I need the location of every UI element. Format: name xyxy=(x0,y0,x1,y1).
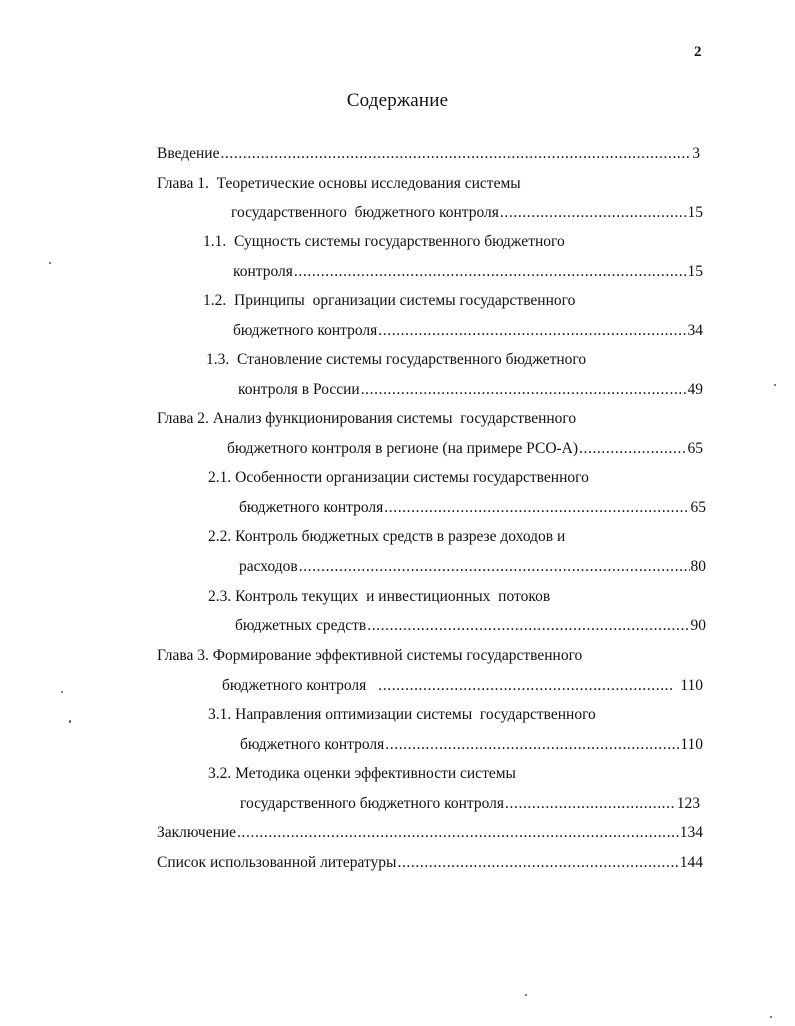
toc-page-number: 65 xyxy=(690,499,706,516)
toc-entry-text: 2.2. Контроль бюджетных средств в разрезе доходов и xyxy=(208,528,566,545)
toc-page-number: 90 xyxy=(690,617,706,634)
toc-leader-dots xyxy=(378,321,686,341)
toc-leader-dots xyxy=(384,498,689,518)
toc-entry-text: бюджетного контроля xyxy=(233,322,378,339)
toc-chapter-3-continuation xyxy=(222,676,703,696)
toc-entry-text: 1.2. Принципы организации системы государственного xyxy=(203,292,576,309)
scan-speck xyxy=(525,994,527,996)
toc-leader-dots xyxy=(397,853,678,873)
toc-entry-text: 2.1. Особенности организации системы государственного xyxy=(208,469,589,486)
toc-entry-text: Глава 1. Теоретические основы исследования системы xyxy=(157,175,521,192)
scan-speck xyxy=(774,384,776,386)
scan-speck xyxy=(770,1016,772,1018)
toc-section-2-2-title xyxy=(208,527,565,547)
toc-entry-text: бюджетного контроля в регионе (на примере РСО-А) xyxy=(227,440,579,457)
toc-entry-text: контроля в России xyxy=(238,381,360,398)
toc-section-1-1-title xyxy=(203,232,565,252)
toc-entry-text: бюджетных средств xyxy=(235,617,367,634)
toc-entry-conclusion xyxy=(157,823,703,843)
page-title: Содержание xyxy=(346,90,449,111)
toc-entry-text: Список использованной литературы xyxy=(157,854,397,871)
toc-section-2-1-title xyxy=(208,468,589,488)
toc-chapter-2-title xyxy=(157,409,576,429)
toc-entry-text: Введение xyxy=(157,145,220,162)
toc-page-number: 3 xyxy=(692,145,700,162)
scan-speck xyxy=(69,720,71,723)
toc-entry-text: государственного бюджетного контроля xyxy=(231,204,499,221)
toc-leader-dots xyxy=(237,823,679,843)
toc-leader-dots xyxy=(367,616,689,636)
toc-entry-text: Заключение xyxy=(157,824,237,841)
toc-entry-text: 3.1. Направления оптимизации системы государственного xyxy=(208,706,596,723)
toc-section-3-2-continuation xyxy=(240,794,700,814)
toc-page-number: 134 xyxy=(679,824,703,841)
toc-section-2-3-title xyxy=(208,587,550,607)
toc-page-number: 110 xyxy=(680,677,703,694)
toc-section-1-3-continuation xyxy=(238,380,703,400)
page-number: 2 xyxy=(694,44,702,60)
toc-section-1-3-title xyxy=(206,350,586,370)
toc-leader-dots xyxy=(220,144,691,164)
toc-page-number: 110 xyxy=(680,736,703,753)
toc-entry-text: бюджетного контроля xyxy=(239,499,384,516)
toc-leader-dots xyxy=(385,735,679,755)
toc-chapter-2-continuation xyxy=(227,439,703,459)
toc-entry-text: Глава 3. Формирование эффективной системы государственного xyxy=(157,647,583,664)
toc-entry-text: контроля xyxy=(233,263,293,280)
toc-entry-intro xyxy=(157,144,700,164)
toc-leader-dots xyxy=(378,676,672,696)
toc-page-number: 80 xyxy=(690,558,706,575)
toc-section-1-2-continuation xyxy=(233,321,703,341)
scan-speck xyxy=(49,262,51,264)
toc-section-3-2-title xyxy=(208,764,516,784)
toc-page-number: 15 xyxy=(687,263,703,280)
toc-section-2-1-continuation xyxy=(239,498,706,518)
toc-chapter-3-title xyxy=(157,646,582,666)
toc-entry-text: 2.3. Контроль текущих и инвестиционных потоков xyxy=(208,588,551,605)
scan-speck xyxy=(61,691,63,693)
toc-section-2-3-continuation xyxy=(235,616,706,636)
toc-leader-dots xyxy=(579,439,686,459)
toc-chapter-1-title xyxy=(157,174,521,194)
toc-leader-dots xyxy=(361,380,687,400)
toc-page-number: 15 xyxy=(687,204,703,221)
toc-entry-text: бюджетного контроля xyxy=(222,677,367,694)
toc-entry-text: государственного бюджетного контроля xyxy=(240,795,505,812)
toc-entry-text: 1.1. Сущность системы государственного бюджетного xyxy=(203,233,565,250)
toc-section-3-1-continuation xyxy=(240,735,703,755)
toc-entry-references xyxy=(157,853,703,873)
toc-entry-text: бюджетного контроля xyxy=(240,736,385,753)
toc-page-number: 49 xyxy=(687,381,703,398)
toc-page-number: 144 xyxy=(679,854,703,871)
toc-section-3-1-title xyxy=(208,705,596,725)
toc-leader-dots xyxy=(294,262,687,282)
toc-leader-dots xyxy=(500,203,687,223)
toc-entry-text: 3.2. Методика оценки эффективности системы xyxy=(208,765,516,782)
toc-page-number: 123 xyxy=(676,795,700,812)
toc-leader-dots xyxy=(505,794,676,814)
toc-section-1-1-continuation xyxy=(233,262,703,282)
toc-section-1-2-title xyxy=(203,291,575,311)
toc-chapter-1-continuation xyxy=(231,203,703,223)
toc-entry-text: расходов xyxy=(239,558,298,575)
toc-entry-text: 1.3. Становление системы государственного бюджетного xyxy=(206,351,587,368)
toc-page-number: 65 xyxy=(687,440,703,457)
toc-section-2-2-continuation xyxy=(239,557,706,577)
toc-page-number: 34 xyxy=(687,322,703,339)
toc-leader-dots xyxy=(299,557,690,577)
toc-entry-text: Глава 2. Анализ функционирования системы государственного xyxy=(157,410,577,427)
